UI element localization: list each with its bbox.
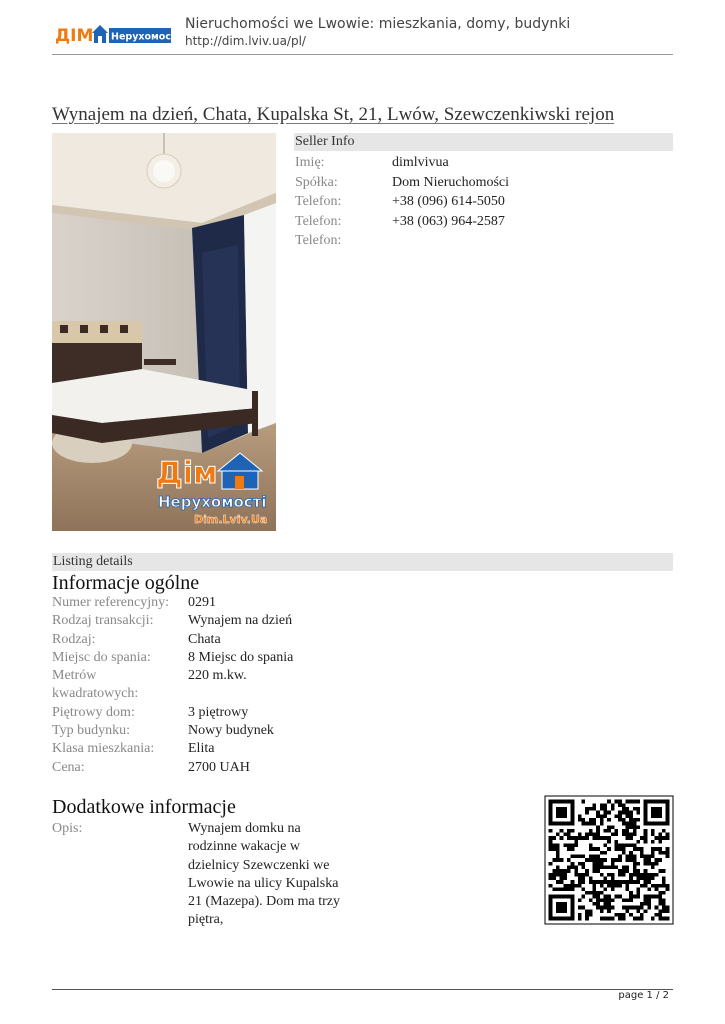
- logo-dim-text: ДІМ: [55, 26, 94, 46]
- details-value: 0291: [188, 595, 216, 610]
- page-header: [52, 14, 673, 55]
- watermark-line3: Dim.Lviv.Ua: [194, 513, 268, 526]
- site-title: Nieruchomości we Lwowie: mieszkania, domy, budynki: [185, 16, 571, 32]
- page-footer: [52, 989, 673, 1001]
- details-row: [52, 631, 452, 649]
- site-logo[interactable]: [54, 22, 180, 46]
- details-table: [52, 594, 452, 777]
- seller-phone-link[interactable]: +38 (063) 964-2587: [392, 213, 505, 229]
- details-label: Rodzaj:: [52, 631, 96, 647]
- page-number: page 1 / 2: [618, 990, 669, 1001]
- details-label: Numer referencyjny:: [52, 595, 169, 610]
- details-row: [52, 759, 452, 777]
- logo-nerukhomosti-text: Нерухомості: [111, 31, 180, 43]
- qr-code-icon: [545, 796, 673, 924]
- listing-details-heading: Listing details: [52, 553, 673, 571]
- seller-label: Imię:: [295, 155, 325, 170]
- details-value: Nowy budynek: [188, 723, 274, 739]
- listing-details-band: [52, 553, 673, 571]
- site-url[interactable]: http://dim.lviv.ua/pl/: [185, 34, 306, 48]
- seller-row-phone-2: [294, 212, 673, 232]
- details-value: Chata: [188, 631, 221, 647]
- details-row: [52, 722, 452, 740]
- details-row: [52, 594, 452, 612]
- details-row: [52, 740, 452, 758]
- page-title: Wynajem na dzień, Chata, Kupalska St, 21, Lwów, Szewczenkiwski rejon: [52, 104, 615, 125]
- details-label: Rodzaj transakcji:: [52, 613, 154, 629]
- description-label: Opis:: [52, 821, 83, 836]
- details-label: Miejsc do spania:: [52, 649, 151, 665]
- details-value: Wynajem na dzień: [188, 613, 293, 629]
- details-value: 220 m.kw.: [188, 668, 247, 684]
- seller-label: Telefon:: [295, 213, 342, 229]
- details-row: [52, 649, 452, 667]
- details-value: Elita: [188, 741, 215, 757]
- seller-row-name: [294, 153, 673, 173]
- logo-house-icon: [92, 25, 108, 33]
- seller-value: Dom Nieruchomości: [392, 174, 510, 190]
- general-info-heading: Informacje ogólne: [52, 572, 200, 594]
- details-value: 8 Miejsc do spania: [188, 649, 294, 665]
- listing-photo: [52, 133, 276, 531]
- details-row: [52, 704, 452, 722]
- details-label: Piętrowy dom:: [52, 704, 135, 720]
- details-label: Klasa mieszkania:: [52, 741, 155, 757]
- seller-label: Telefon:: [295, 233, 342, 248]
- seller-info-heading: Seller Info: [294, 133, 673, 151]
- description-text: Wynajem domku na rodzinne wakacje w dzielnicy Szewczenki we Lwowie na ulicy Kupalska 21 (Mazepa). Dom ma trzy piętra,: [188, 821, 340, 928]
- watermark-line1: Дім: [156, 456, 218, 491]
- seller-label: Telefon:: [295, 194, 342, 209]
- details-label: Metrów kwadratowych:: [52, 668, 139, 702]
- watermark-logo: [156, 451, 274, 529]
- details-row: [52, 667, 452, 704]
- details-label: Cena:: [52, 759, 85, 775]
- seller-row-company: [294, 173, 673, 193]
- watermark-line2: Нерухомості: [158, 493, 267, 511]
- seller-row-phone-3: [294, 231, 673, 251]
- additional-info-heading: Dodatkowe informacje: [52, 796, 236, 818]
- seller-row-phone-1: [294, 192, 673, 212]
- seller-label: Spółka:: [295, 174, 338, 190]
- details-label: Typ budynku:: [52, 723, 130, 739]
- seller-value: dimlvivua: [392, 155, 449, 170]
- seller-info: [294, 133, 673, 251]
- details-value: 2700 UAH: [188, 759, 250, 775]
- details-row: [52, 612, 452, 630]
- seller-phone-link[interactable]: +38 (096) 614-5050: [392, 194, 505, 209]
- details-value: 3 piętrowy: [188, 704, 249, 720]
